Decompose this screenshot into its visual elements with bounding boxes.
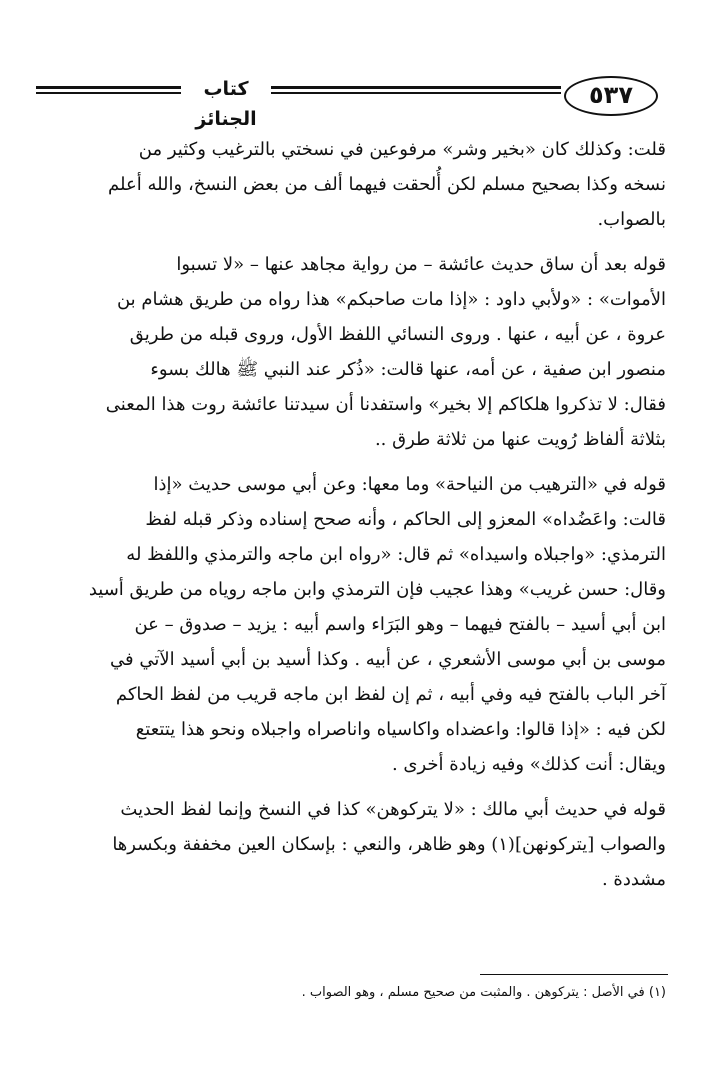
text-line: قوله في «الترهيب من النياحة» وما معها: وعن أبي موسى حديث «إذا [153,474,666,495]
paragraph-4 [44,792,666,897]
text-line: ويقال: أنت كذلك» وفيه زيادة أخرى . [391,754,666,775]
page-number: ٥٣٧ [564,76,658,116]
text-line: موسى بن أبي موسى الأشعري ، عن أبيه . وكذا أسيد بن أبي أسيد الآتي في [110,649,666,670]
paragraph-3 [44,467,666,782]
header-rule-middle [271,86,561,94]
text-line: قوله بعد أن ساق حديث عائشة – من رواية مجاهد عنها – «لا تسبوا [176,254,666,275]
footnote: (١) في الأصل : يتركوهن . والمثبت من صحيح مسلم ، وهو الصواب . [301,985,666,1000]
text-line: بثلاثة ألفاظ رُويت عنها من ثلاثة طرق .. [374,429,666,450]
text-line: الأموات» : «ولأبي داود : «إذا مات صاحبكم» هذا رواه من طريق هشام بن [116,289,666,310]
text-line: بالصواب. [597,209,666,230]
paragraph-1 [44,132,666,237]
text-line: عروة ، عن أبيه ، عنها . وروى النسائي اللفظ الأول، وروى قبله من طريق [129,324,666,345]
text-line: الترمذي: «واجبلاه واسيداه» ثم قال: «رواه ابن ماجه والترمذي واللفظ له [126,544,666,565]
text-line: آخر الباب بالفتح فيه وفي أبيه ، ثم إن لفظ ابن ماجه قريب من لفظ الحاكم [115,684,666,705]
text-line: قالت: واعَضُداه» المعزو إلى الحاكم ، وأنه صحح إسناده وذكر قبله لفظ [145,509,666,530]
text-line: ابن أبي أسيد – بالفتح فيهما – وهو البَرَاء واسم أبيه : يزيد – صدوق – عن [134,614,666,635]
text-line: وقال: حسن غريب» وهذا عجيب فإن الترمذي وابن ماجه روياه من طريق أسيد [88,579,666,600]
page-body [44,132,666,907]
text-line: قوله في حديث أبي مالك : «لا يتركوهن» كذا في النسخ وإنما لفظ الحديث [120,799,666,820]
text-line: فقال: لا تذكروا هلكاكم إلا بخير» واستفدنا أن سيدتنا عائشة روت هذا المعنى [105,394,666,415]
header-rule-left [36,86,181,94]
text-line: مشددة . [601,869,666,890]
text-line: قلت: وكذلك كان «بخير وشر» مرفوعين في نسختي بالترغيب وكثير من [138,139,666,160]
text-line: نسخه وكذا بصحيح مسلم لكن أُلحقت فيهما ألف من بعض النسخ، والله أعلم [108,174,666,195]
book-title: كتاب الجنائز [195,78,257,130]
text-line: منصور ابن صفية ، عن أمه، عنها قالت: «ذُكر عند النبي ﷺ هالك بسوء [150,359,666,380]
text-line: لكن فيه : «إذا قالوا: واعضداه واكاسياه واناصراه واجبلاه ونحو هذا يتتعتع [135,719,666,740]
footnote-separator [480,974,668,975]
page-header [36,74,676,130]
paragraph-2 [44,247,666,457]
text-line: والصواب [يتركونهن](١) وهو ظاهر، والنعي : بإسكان العين مخففة وبكسرها [112,834,666,855]
